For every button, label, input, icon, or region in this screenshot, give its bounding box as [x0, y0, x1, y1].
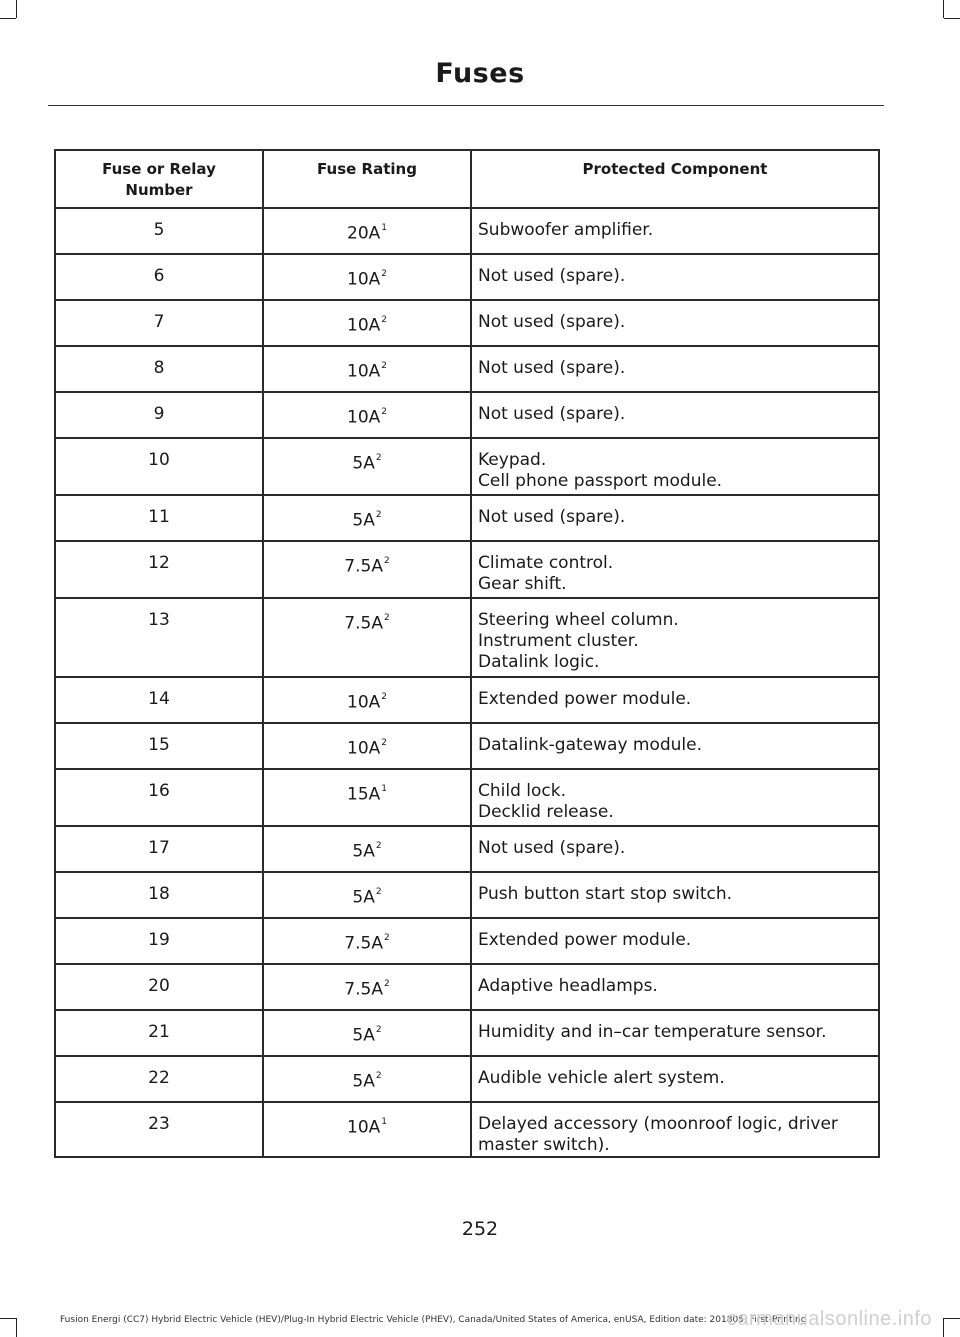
protected-component-cell — [471, 918, 879, 964]
footnote-marker: 2 — [375, 841, 382, 851]
fuse-rating-value: 5A — [352, 510, 375, 531]
protected-component-cell — [471, 677, 879, 723]
table-row — [55, 541, 879, 598]
fuse-number-cell: 11 — [55, 495, 263, 541]
fuse-rating-value: 10A — [347, 1117, 381, 1138]
fuse-rating-value: 10A — [347, 315, 381, 336]
table-row — [55, 826, 879, 872]
footer-text: Fusion Energi (CC7) Hybrid Electric Vehicle (HEV)/Plug-In Hybrid Electric Vehicle (PHEV), Canada/United States of America, enUSA, Edition date: 201805, First-Printing — [60, 1315, 807, 1325]
fuse-number-cell: 7 — [55, 300, 263, 346]
footnote-marker: 2 — [375, 453, 382, 463]
protected-component-cell — [471, 769, 879, 826]
header-fuse-number: Fuse or Relay Number — [55, 150, 263, 208]
fuse-rating-cell — [263, 826, 471, 872]
fuse-number-cell: 5 — [55, 208, 263, 254]
footnote-marker: 1 — [381, 784, 387, 794]
header-fuse-rating: Fuse Rating — [263, 150, 471, 208]
crop-mark — [0, 18, 16, 19]
fuse-rating-cell — [263, 598, 471, 677]
fuse-rating-value: 10A — [347, 692, 381, 713]
component-line: Delayed accessory (moonroof logic, driver master switch). — [478, 1114, 838, 1155]
fuse-rating-value: 7.5A — [344, 613, 383, 634]
protected-component-cell — [471, 300, 879, 346]
component-line: Cell phone passport module. — [478, 471, 723, 491]
fuse-number-cell: 20 — [55, 964, 263, 1010]
component-line: Subwoofer amplifier. — [478, 220, 654, 240]
fuse-rating-cell — [263, 541, 471, 598]
fuse-rating-cell — [263, 918, 471, 964]
component-line: Push button start stop switch. — [478, 884, 733, 904]
watermark-logo: carmanualsonline.info — [726, 1308, 932, 1330]
protected-component-cell — [471, 723, 879, 769]
table-row — [55, 392, 879, 438]
component-line: Not used (spare). — [478, 358, 626, 378]
component-line: Not used (spare). — [478, 312, 626, 332]
table-row — [55, 208, 879, 254]
protected-component-cell — [471, 1102, 879, 1157]
table-row — [55, 438, 879, 495]
fuse-rating-cell — [263, 1056, 471, 1102]
fuse-number-cell: 12 — [55, 541, 263, 598]
component-line: Extended power module. — [478, 689, 692, 709]
crop-mark — [944, 1318, 960, 1319]
protected-component-cell — [471, 1010, 879, 1056]
footnote-marker: 2 — [381, 269, 387, 279]
fuse-rating-value: 10A — [347, 269, 381, 290]
fuse-number-cell: 19 — [55, 918, 263, 964]
crop-mark — [943, 0, 944, 18]
table-row — [55, 964, 879, 1010]
crop-mark — [0, 1318, 16, 1319]
crop-mark — [16, 0, 17, 18]
footnote-marker: 2 — [381, 692, 387, 702]
footnote-marker: 2 — [381, 738, 387, 748]
table-row — [55, 1102, 879, 1157]
fuse-number-cell: 13 — [55, 598, 263, 677]
table-header-row — [55, 150, 879, 208]
component-line: Not used (spare). — [478, 507, 626, 527]
component-line: Audible vehicle alert system. — [478, 1068, 725, 1088]
protected-component-cell — [471, 541, 879, 598]
fuse-rating-value: 5A — [352, 1025, 375, 1046]
component-line: Gear shift. — [478, 574, 567, 594]
protected-component-cell — [471, 964, 879, 1010]
protected-component-cell — [471, 495, 879, 541]
footnote-marker: 2 — [383, 933, 390, 943]
fuse-rating-value: 5A — [352, 453, 375, 474]
fuse-rating-value: 5A — [352, 1071, 375, 1092]
footnote-marker: 2 — [375, 1025, 382, 1035]
fuse-rating-cell — [263, 964, 471, 1010]
fuse-rating-value: 10A — [347, 738, 381, 759]
component-line: Extended power module. — [478, 930, 692, 950]
component-line: Not used (spare). — [478, 404, 626, 424]
protected-component-cell — [471, 208, 879, 254]
table-row — [55, 254, 879, 300]
fuse-rating-cell — [263, 723, 471, 769]
header-protected-component: Protected Component — [471, 150, 879, 208]
fuse-rating-cell — [263, 1010, 471, 1056]
fuse-rating-value: 7.5A — [344, 933, 383, 954]
component-line: Child lock. — [478, 781, 567, 801]
fuse-rating-value: 7.5A — [344, 556, 383, 577]
fuse-table — [54, 149, 880, 1158]
protected-component-cell — [471, 254, 879, 300]
page-title: Fuses — [435, 58, 525, 89]
component-line: Climate control. — [478, 553, 614, 573]
footnote-marker: 2 — [375, 1071, 382, 1081]
component-line: Instrument cluster. — [478, 631, 639, 651]
fuse-rating-value: 7.5A — [344, 979, 383, 1000]
fuse-number-cell: 16 — [55, 769, 263, 826]
fuse-rating-value: 10A — [347, 407, 381, 428]
component-line: Steering wheel column. — [478, 610, 679, 630]
fuse-rating-value: 20A — [347, 223, 381, 244]
fuse-number-cell: 9 — [55, 392, 263, 438]
title-divider — [48, 105, 884, 106]
component-line: Not used (spare). — [478, 838, 626, 858]
footnote-marker: 2 — [375, 510, 382, 520]
protected-component-cell — [471, 392, 879, 438]
table-row — [55, 872, 879, 918]
component-line: Adaptive headlamps. — [478, 976, 658, 996]
crop-mark — [16, 1318, 17, 1337]
fuse-number-cell: 17 — [55, 826, 263, 872]
fuse-number-cell: 21 — [55, 1010, 263, 1056]
fuse-number-cell: 6 — [55, 254, 263, 300]
protected-component-cell — [471, 826, 879, 872]
fuse-number-cell: 15 — [55, 723, 263, 769]
fuse-number-cell: 23 — [55, 1102, 263, 1157]
footnote-marker: 2 — [381, 361, 387, 371]
table-row — [55, 300, 879, 346]
component-line: Not used (spare). — [478, 266, 626, 286]
fuse-rating-cell — [263, 769, 471, 826]
protected-component-cell — [471, 598, 879, 677]
fuse-rating-value: 15A — [347, 784, 381, 805]
table-row — [55, 769, 879, 826]
fuse-rating-cell — [263, 495, 471, 541]
footnote-marker: 2 — [383, 556, 390, 566]
table-row — [55, 723, 879, 769]
fuse-rating-cell — [263, 872, 471, 918]
fuse-number-cell: 10 — [55, 438, 263, 495]
fuse-table-body — [55, 208, 879, 1157]
component-line: Decklid release. — [478, 802, 614, 822]
protected-component-cell — [471, 346, 879, 392]
fuse-rating-value: 5A — [352, 887, 375, 908]
table-row — [55, 677, 879, 723]
component-line: Keypad. — [478, 450, 547, 470]
fuse-rating-value: 10A — [347, 361, 381, 382]
component-line: Humidity and in–car temperature sensor. — [478, 1022, 827, 1042]
fuse-rating-cell — [263, 208, 471, 254]
table-row — [55, 346, 879, 392]
fuse-rating-cell — [263, 677, 471, 723]
footnote-marker: 2 — [375, 887, 382, 897]
table-row — [55, 918, 879, 964]
footnote-marker: 1 — [381, 223, 387, 233]
table-row — [55, 598, 879, 677]
table-row — [55, 495, 879, 541]
fuse-rating-value: 5A — [352, 841, 375, 862]
protected-component-cell — [471, 872, 879, 918]
footnote-marker: 2 — [381, 315, 387, 325]
fuse-rating-cell — [263, 300, 471, 346]
footnote-marker: 1 — [381, 1117, 387, 1127]
crop-mark — [944, 18, 960, 19]
fuse-rating-cell — [263, 392, 471, 438]
fuse-rating-cell — [263, 1102, 471, 1157]
footnote-marker: 2 — [381, 407, 387, 417]
fuse-rating-cell — [263, 438, 471, 495]
crop-mark — [943, 1318, 944, 1337]
fuse-number-cell: 22 — [55, 1056, 263, 1102]
protected-component-cell — [471, 1056, 879, 1102]
table-row — [55, 1010, 879, 1056]
fuse-rating-cell — [263, 346, 471, 392]
table-row — [55, 1056, 879, 1102]
page-number: 252 — [461, 1218, 499, 1240]
fuse-number-cell: 8 — [55, 346, 263, 392]
component-line: Datalink logic. — [478, 652, 600, 672]
fuse-number-cell: 14 — [55, 677, 263, 723]
component-line: Datalink-gateway module. — [478, 735, 703, 755]
footnote-marker: 2 — [383, 979, 390, 989]
footnote-marker: 2 — [383, 613, 390, 623]
fuse-rating-cell — [263, 254, 471, 300]
protected-component-cell — [471, 438, 879, 495]
fuse-number-cell: 18 — [55, 872, 263, 918]
